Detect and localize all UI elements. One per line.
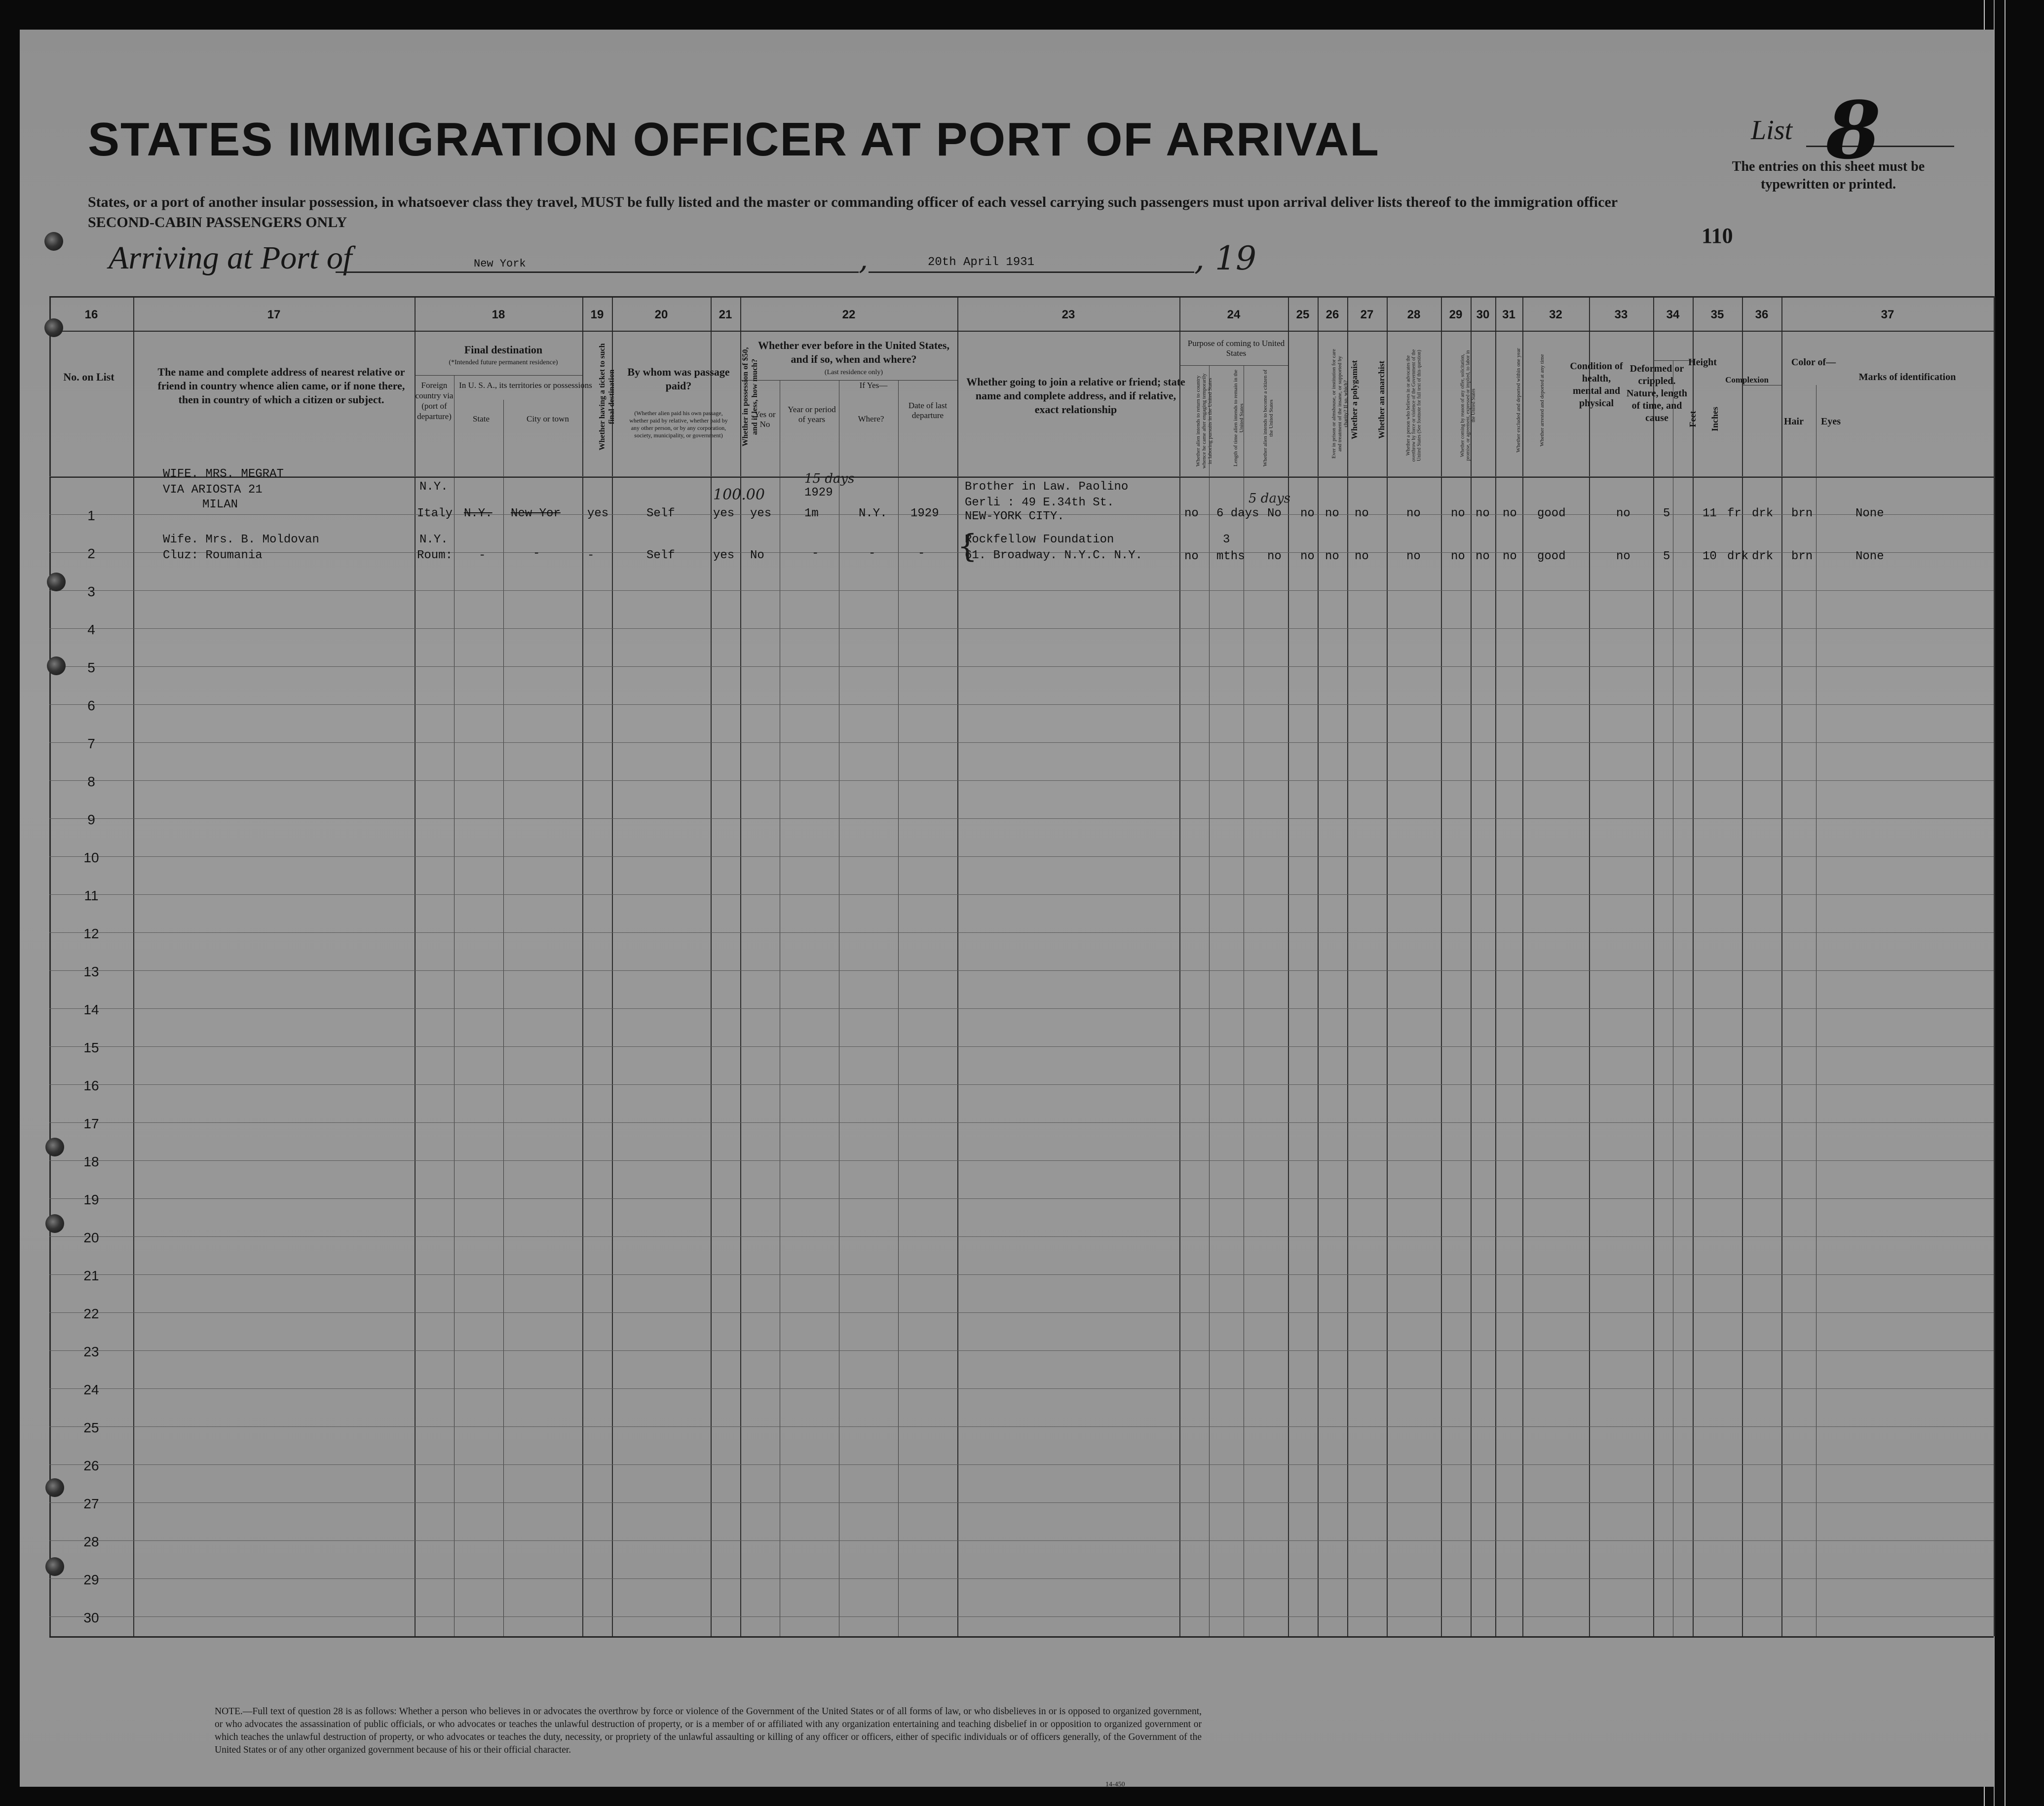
column-number: 37 [1881, 308, 1894, 321]
q30-value: no [1476, 507, 1490, 520]
purpose-b-handwritten: 5 days [1249, 491, 1290, 506]
binder-hole [45, 1138, 64, 1156]
paid-by: Self [646, 549, 675, 562]
row-rule [49, 1122, 1994, 1123]
where-value: N.Y. [859, 507, 887, 520]
join-line-3: NEW-YORK CITY. [965, 510, 1064, 523]
column-number: 19 [590, 308, 604, 321]
row-number: 20 [83, 1230, 99, 1245]
marks-value: None [1855, 507, 1884, 520]
row-rule [49, 932, 1994, 933]
row-rule [49, 1312, 1994, 1313]
column-rule [1347, 296, 1348, 1636]
row-rule [49, 894, 1994, 895]
before-us: No [750, 549, 764, 562]
column-rule [1994, 296, 1995, 1636]
header-color: Color of— [1791, 357, 1836, 368]
header-period: Year or period of years [788, 405, 836, 424]
before-us: yes [750, 507, 772, 520]
inches-value: 11 [1703, 507, 1717, 520]
money-value: yes [713, 507, 735, 520]
header-q31: Whether arrested and deported at any time [1539, 354, 1545, 447]
manifest-grid [49, 296, 1994, 1678]
row-number: 4 [87, 622, 95, 637]
column-number: 33 [1614, 308, 1628, 321]
header-before-us: Whether ever before in the United States, and if so, when and where? [758, 339, 949, 365]
column-number: 20 [654, 308, 668, 321]
row-number: 5 [87, 660, 95, 675]
header-q30: Whether excluded and deported within one year [1515, 348, 1521, 453]
q31-value: no [1503, 550, 1517, 563]
purpose-c: no [1267, 550, 1282, 563]
purpose-b-number: 3 [1223, 533, 1230, 546]
header-purpose: Purpose of coming to United States [1187, 339, 1285, 358]
ticket-value: - [587, 549, 595, 562]
column-number: 23 [1061, 308, 1075, 321]
period-year: 1929 [804, 486, 833, 500]
q26-value: no [1325, 507, 1339, 520]
binder-hole [45, 1214, 64, 1233]
dest-city: - [533, 547, 540, 560]
row-number: 1 [87, 508, 95, 523]
row-number: 23 [83, 1344, 99, 1359]
header-passage-note: (Whether alien paid his own passage, whether paid by relative, whether paid by any other person, or by any corporation, society, municipality, or government) [629, 410, 728, 439]
column-rule [582, 296, 583, 1636]
row-rule [49, 590, 1994, 591]
q30-value: no [1476, 550, 1490, 563]
row-rule [49, 970, 1994, 971]
header-passage-paid: By whom was passage paid? [627, 366, 730, 392]
column-number: 28 [1407, 308, 1421, 321]
row-number: 16 [83, 1078, 99, 1093]
row-number: 27 [83, 1496, 99, 1511]
row-number: 3 [87, 584, 95, 599]
column-rule [133, 296, 134, 1636]
hair-value: drk [1752, 507, 1774, 520]
row-number: 17 [83, 1116, 99, 1131]
header-inches: Inches [1710, 407, 1720, 432]
row-number: 29 [83, 1572, 99, 1587]
column-number: 26 [1325, 308, 1339, 321]
column-rule [1441, 296, 1442, 1636]
feet-value: 5 [1663, 550, 1670, 563]
row-number: 12 [83, 926, 99, 941]
foreign-country: Roum: [417, 549, 453, 562]
header-eyes: Eyes [1821, 416, 1841, 427]
period-value: 1m [804, 507, 819, 520]
row-rule [49, 1046, 1994, 1047]
binder-hole [44, 232, 63, 251]
row-rule [49, 476, 1994, 477]
row-rule [49, 628, 1994, 629]
passenger-class-line: SECOND-CABIN PASSENGERS ONLY [88, 214, 347, 231]
column-rule [1471, 296, 1472, 1636]
eyes-value: brn [1791, 507, 1813, 520]
header-if-yes: If Yes— [859, 381, 888, 390]
purpose-a: no [1184, 507, 1199, 520]
row-rule [49, 1616, 1994, 1617]
column-rule [415, 296, 416, 1636]
header-last-departure: Date of last departure [908, 401, 947, 420]
foreign-country: Italy [417, 507, 453, 520]
q27-value: no [1355, 550, 1369, 563]
brace-mark: { [957, 528, 978, 565]
header-city: City or town [527, 414, 569, 423]
row-number: 13 [83, 964, 99, 979]
arrival-date: 20th April 1931 [928, 256, 1035, 269]
column-number: 25 [1296, 308, 1310, 321]
header-height: Height [1688, 357, 1717, 368]
row-rule [49, 1502, 1994, 1503]
header-before-note: (Last residence only) [824, 369, 883, 376]
column-rule [1318, 296, 1319, 1636]
binder-hole [45, 1478, 64, 1497]
column-number: 30 [1476, 308, 1490, 321]
column-number: 29 [1449, 308, 1463, 321]
row-rule [49, 704, 1994, 705]
form-code: 14-450 [1105, 1781, 1125, 1788]
column-number: 34 [1666, 308, 1680, 321]
hair-value: drk [1752, 550, 1774, 563]
q25-value: no [1300, 507, 1315, 520]
complexion-value: fr [1727, 507, 1741, 520]
column-rule [1179, 296, 1180, 1636]
binder-hole [44, 318, 63, 337]
relative-city: MILAN [202, 498, 238, 511]
row-rule [49, 856, 1994, 857]
row-number: 8 [87, 774, 95, 789]
footnote-text: NOTE.—Full text of question 28 is as follows: Whether a person who believes in or advocates the overthrow by force or violence of the Government of the United States or of all forms of law, or who disbelieves in or is opposed to organized government, or who advocates the assassination of public officials, or who advocates or teaches the unlawful destruction of property, or is a member of or affiliated with any organization entertaining and teaching disbelief in or opposition to organized government or which teaches the unlawful destruction of property, or who advocates or teaches the duty, necessity, or propriety of the unlawful assaulting or killing of any officer or officers, either of specific individuals or of officers generally, of the Government of the United States or of any other organized government because of his or their official character. [215, 1706, 1202, 1755]
header-hair: Hair [1784, 416, 1804, 427]
list-number: 8 [1826, 84, 1881, 177]
footnote [215, 1705, 1202, 1757]
row-number: 19 [83, 1192, 99, 1207]
year-prefix: , 19 [1194, 239, 1256, 277]
binder-hole [47, 656, 66, 675]
column-number: 17 [267, 308, 281, 321]
money-handwritten: 100.00 [713, 486, 765, 503]
header-marks: Marks of identification [1858, 372, 1956, 383]
dest-upper: N.Y. [419, 480, 448, 494]
header-top-rule [49, 296, 1994, 298]
row-rule [49, 1426, 1994, 1427]
subcolumn-rule [503, 400, 504, 1636]
column-rule [1693, 296, 1694, 1636]
last-departure: - [918, 547, 925, 560]
row-number: 2 [87, 546, 95, 561]
entries-note: The entries on this sheet must be typewritten or printed. [1732, 159, 1925, 192]
complexion-value: drk [1727, 550, 1749, 563]
row-rule [49, 1236, 1994, 1237]
eyes-value: brn [1791, 550, 1813, 563]
header-purpose-b: Length of time alien intends to remain in the United States [1233, 369, 1245, 467]
column-rule [1589, 296, 1590, 1636]
q29-value: no [1451, 507, 1465, 520]
health-value: good [1537, 550, 1566, 563]
header-complexion: Complexion [1725, 375, 1769, 384]
row-rule [49, 1274, 1994, 1275]
row-number: 15 [83, 1040, 99, 1055]
column-rule [1522, 296, 1523, 1636]
column-rule [711, 296, 712, 1636]
row-number: 24 [83, 1382, 99, 1397]
last-departure: 1929 [910, 507, 939, 520]
join-line-1: Rockfellow Foundation [965, 533, 1114, 546]
q27-value: no [1355, 507, 1369, 520]
purpose-a: no [1184, 550, 1199, 563]
row-number: 21 [83, 1268, 99, 1283]
q29-value: no [1451, 550, 1465, 563]
page-title: STATES IMMIGRATION OFFICER AT PORT OF ARRIVAL [88, 113, 1380, 166]
binder-hole [45, 1557, 64, 1576]
q25-value: no [1300, 550, 1315, 563]
row-rule [49, 1388, 1994, 1389]
row-rule [49, 780, 1994, 781]
header-feet: Feet [1688, 411, 1698, 427]
dest-upper: N.Y. [419, 533, 448, 546]
row-number: 26 [83, 1458, 99, 1473]
column-rule [612, 296, 613, 1636]
header-foreign: Foreign country via (port of departure) [415, 381, 454, 421]
header-purpose-a: Whether alien intends to return to country whence he came after engaging temporarily in laboring pursuits in the United States [1195, 373, 1213, 469]
header-final-dest: Final destination [464, 344, 543, 356]
deformed-value: no [1616, 550, 1630, 563]
column-number: 16 [84, 308, 98, 321]
column-rule [1387, 296, 1388, 1636]
row-rule [49, 1160, 1994, 1161]
header-list-no: No. on List [63, 371, 114, 383]
column-number: 31 [1502, 308, 1515, 321]
purpose-b: 6 days [1216, 507, 1259, 520]
header-q28: Whether a person who believes in or advocates the overthrow by force or violence of the Government of the United States (See footnote for full text of this question) [1405, 349, 1422, 462]
row-rule [49, 1084, 1994, 1085]
row-number: 7 [87, 736, 95, 751]
ticket-value: yes [587, 507, 609, 520]
header-final-dest-note: (*Intended future permanent residence) [449, 359, 558, 366]
subheader-rule [415, 375, 582, 376]
row-number: 22 [83, 1306, 99, 1321]
column-number: 27 [1360, 308, 1374, 321]
row-number: 10 [83, 850, 99, 865]
row-rule [49, 1464, 1994, 1465]
column-rule [1495, 296, 1496, 1636]
q26-value: no [1325, 550, 1339, 563]
header-usa: In U. S. A., its territories or possessions [459, 381, 592, 390]
header-relative: The name and complete address of nearest relative or friend in country whence alien came, or if none there, then in country of which a citizen or subject. [157, 366, 405, 406]
join-line-2: Gerli : 49 E.34th St. [965, 496, 1114, 509]
row-rule [49, 1198, 1994, 1199]
feet-value: 5 [1663, 507, 1670, 520]
row-rule [49, 666, 1994, 667]
q28-value: no [1406, 507, 1421, 520]
column-rule [1742, 296, 1743, 1636]
row-number: 9 [87, 812, 95, 827]
relative-address: Cluz: Roumania [163, 549, 263, 562]
relative-name: Wife. Mrs. B. Moldovan [163, 533, 319, 546]
page-code: 110 [1702, 224, 1733, 248]
money-value: yes [713, 549, 735, 562]
inches-value: 10 [1703, 550, 1717, 563]
subheader-rule [1179, 365, 1288, 366]
column-number: 24 [1227, 308, 1241, 321]
header-q29: Whether coming by reason of any offer, solicitation, promise, or agreement, expressed or implied, to labor in the United States [1460, 350, 1476, 461]
deformed-value: no [1616, 507, 1630, 520]
row-number: 25 [83, 1420, 99, 1435]
join-line-2: 61. Broadway. N.Y.C. N.Y. [965, 549, 1143, 562]
port-line [336, 271, 859, 273]
where-value: - [869, 547, 876, 560]
column-number: 18 [492, 308, 505, 321]
relative-address: VIA ARIOSTA 21 [163, 483, 263, 497]
purpose-c: No [1267, 507, 1282, 520]
row-rule [49, 1578, 1994, 1579]
header-state: State [473, 414, 490, 423]
row-rule [49, 1008, 1994, 1009]
grid-bottom-rule [49, 1636, 1994, 1638]
row-rule [49, 742, 1994, 743]
header-purpose-c: Whether alien intends to become a citizen of the United States [1262, 369, 1274, 467]
header-money: Whether in possession of $50, and if less, how much? [741, 347, 759, 447]
list-label: List [1751, 115, 1793, 146]
q28-value: no [1406, 550, 1421, 563]
column-rule [1653, 296, 1654, 1636]
subcolumn-rule [1209, 365, 1210, 1636]
column-number: 22 [842, 308, 856, 321]
header-ticket: Whether having a ticket to such final destination [598, 343, 616, 451]
row-number: 14 [83, 1002, 99, 1017]
purpose-b: mths [1216, 550, 1245, 563]
row-rule [49, 1350, 1994, 1351]
date-line [869, 271, 1194, 273]
health-value: good [1537, 507, 1566, 520]
q31-value: no [1503, 507, 1517, 520]
port-value: New York [474, 258, 526, 270]
join-line-1: Brother in Law. Paolino [965, 480, 1129, 494]
number-row-rule [49, 331, 1994, 332]
row-number: 11 [84, 888, 99, 903]
period-handwritten: 15 days [804, 471, 855, 486]
binder-hole [47, 573, 66, 591]
form-instructions: States, or a port of another insular possession, in whatsoever class they travel, MUST be fully listed and the master or commanding officer of each vessel carrying such passengers must upon arrival deliver lists thereof to the immigration officer [88, 194, 1618, 210]
marks-value: None [1855, 550, 1884, 563]
row-number: 30 [83, 1610, 99, 1625]
row-rule [49, 818, 1994, 819]
relative-name: WIFE. MRS. MEGRAT [163, 467, 284, 481]
column-rule [1781, 296, 1782, 1636]
column-number: 36 [1755, 308, 1769, 321]
subcolumn-rule [1816, 385, 1817, 1636]
column-number: 21 [719, 308, 732, 321]
dest-state: - [479, 549, 486, 562]
row-rule [49, 1540, 1994, 1541]
subheader-rule [740, 380, 957, 381]
manifest-sheet: STATES IMMIGRATION OFFICER AT PORT OF ARRIVAL States, or a port of another insular possession, in whatsoever class they travel, MUST be fully listed and the master or commanding officer of each vessel carrying such passengers must upon arrival deliver lists thereof to the immigration officer SECOND-CABIN PASSENGERS ONLY Arriving at Port of New York , 20th April 1931 , 19 List 8 The entries on this sheet must be typewritten or printed. 110 16 17 18 19 20 21 22 23 24 25 26 27 28 29 30 31 32 33 34 35 36 37 1 2 3 4 5 6 7 8 9 10 11 12 13 14 15 16 17 18 19 20 21 22 23 24 25 26 27 28 29 30 The name and complete address of nearest relative or friend in country whence alien came, or if none there, then in country of which a citizen or subject. No. on List Final destination (*Intended future permanent residence) Foreign country via (port of departure) In U. S. A., its territories or possessions State City or town Whether having a ticket to such final destination By whom was passage paid? (Whether alien paid his own passage, whether paid by relative, whether paid by any other person, or by any corporation, society, municipality, or government) Whether in possession of $50, and if less, how much? Whether ever before in the United States, and if so, when and where? (Last residence only) If Yes— Yes or No Year or period of years Where? Date of last departure Whether going to join a relative or friend; state name and complete address, and if relative, exact relationship Purpose of coming to United States Whether alien intends to return to country whence he came after engaging temporarily in laboring pursuits in the United States Length of time alien intends to remain in the United States Whether alien intends to become a citizen of the United States Ever in prison or almshouse, or institution for care and treatment of the insane, or supported by charity? If so, which? Whether a polygamist Whether an anarchist Whether a person who believes in or advocates the overthrow by force or violence of the Government of the United States (See footnote for full text of this question) Whether coming by reason of any offer, solicitation, promise, or agreement, expressed or implied, to labor in the United States Whether excluded and deported within one year Whether arrested and deported at any time Condition of health, mental and physical Deformed or crippled. Nature, length of time, and cause Height Feet Inches Complexion Color of— Hair Eyes Marks of identification WIFE. MRS. MEGRAT VIA ARIOSTA 21 MILAN N.Y. Italy N.Y. New Yor yes Self 100.00 yes yes 15 days 1929 1m N.Y. 1929 Brother in Law. Paolino Gerli : 49 E.34th St. NEW-YORK CITY. no 5 days 6 days No no no no no no no no good no 5 11 fr drk brn None Wife. Mrs. B. Moldovan Cluz: Roumania N.Y. Roum: - - - Self yes No - - - Rockfellow Foundation 61. Broadway. N.Y.C. N.Y. no 3 mths no no no no no no no no good no 5 10 drk drk brn None { NOTE.—Full text of question 28 is as follows: Whether a person who believes in or advocates the overthrow by force or violence of the Government of the United States or of all forms of law, or who disbelieves in or is opposed to organized government, or who advocates the assassination of public officials, or who advocates or teaches the unlawful destruction of property, or is a member of or affiliated with any organization entertaining and teaching disbelief in or opposition to organized government or which teaches the unlawful destruction of property, or who advocates or teaches the duty, necessity, or propriety of the unlawful assaulting or killing of any officer or officers, either of specific individuals or of officers generally, of the Government of the United States or of any other organized government because of his or their official character. 14-450 [20, 30, 1994, 1787]
header-join: Whether going to join a relative or friend; state name and complete address, and if relative, exact relationship [966, 376, 1185, 416]
column-rule [957, 296, 958, 1636]
row-number: 18 [83, 1154, 99, 1169]
paid-by: Self [646, 507, 675, 520]
dest-state: N.Y. [464, 507, 492, 520]
period-value: - [812, 547, 819, 560]
row-number: 6 [87, 698, 95, 713]
dest-city: New Yor [511, 507, 561, 520]
header-anarchist: Whether an anarchist [1377, 360, 1386, 439]
column-rule [49, 296, 51, 1636]
header-polygamist: Whether a polygamist [1350, 360, 1359, 440]
row-number: 28 [83, 1534, 99, 1549]
header-deformed: Deformed or crippled. Nature, length of time, and cause [1627, 363, 1687, 423]
header-where: Where? [858, 414, 884, 423]
header-health: Condition of health, mental and physical [1570, 361, 1623, 409]
arriving-label: Arriving at Port of [109, 240, 352, 276]
column-number: 32 [1549, 308, 1562, 321]
header-prison: Ever in prison or almshouse, or institution for care and treatment of the insane, or supported by charity? If so, which? [1331, 348, 1349, 459]
header-yes-no: Yes or No [754, 410, 776, 429]
column-number: 35 [1710, 308, 1724, 321]
